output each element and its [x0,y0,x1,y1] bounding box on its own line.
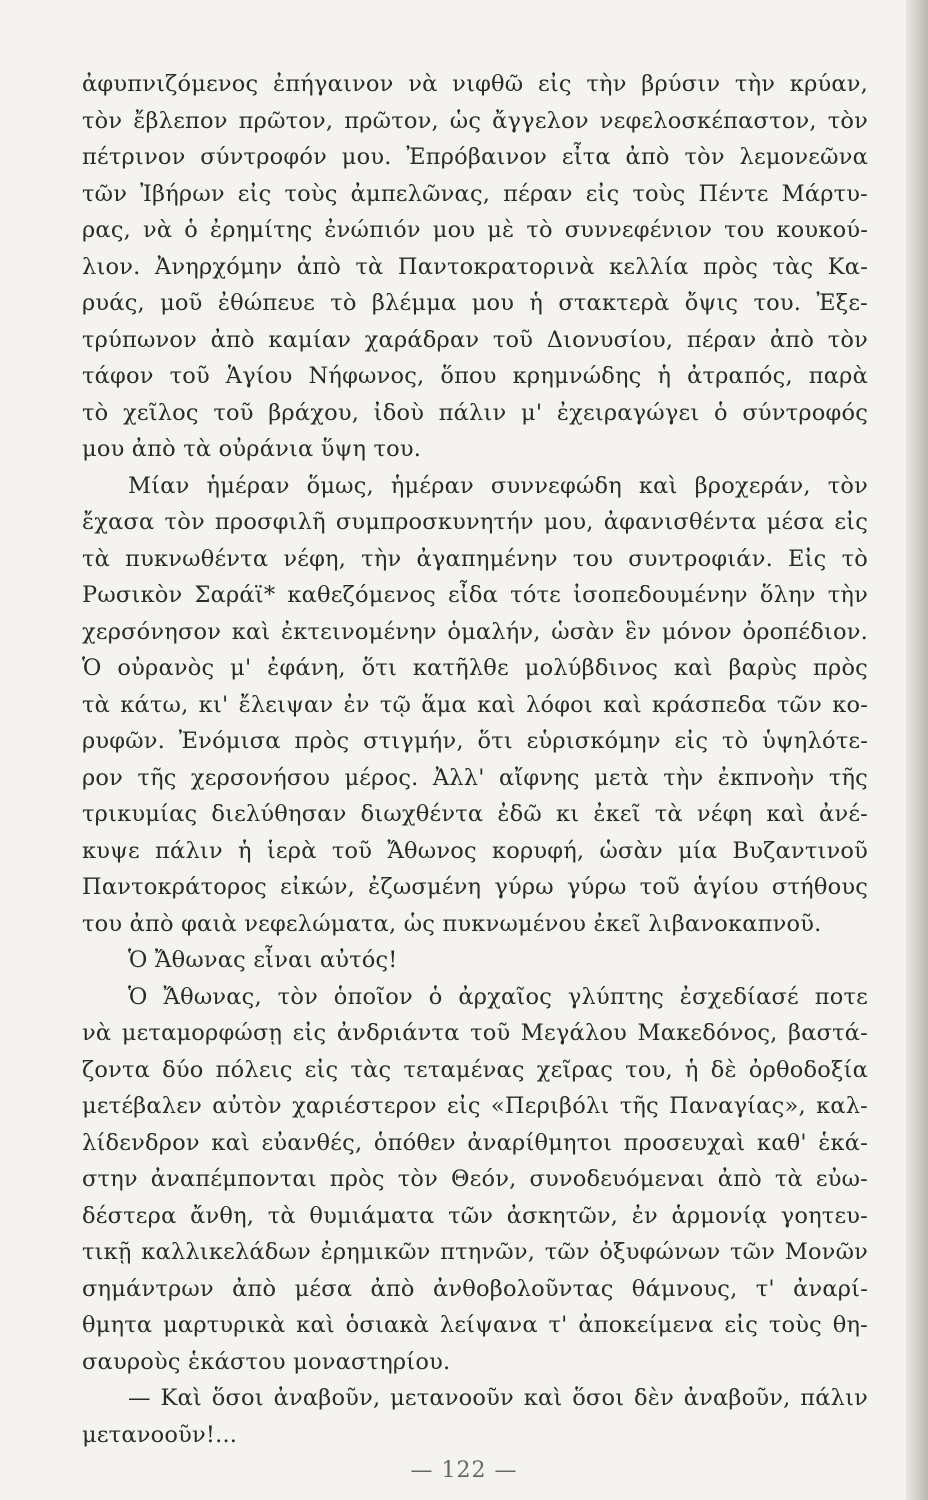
paragraph [82,942,868,979]
text-line: ρας, νὰ ὁ ἐρημίτης ἐνώπιόν μου μὲ τὸ συννεφένιον του κουκού- [82,217,868,243]
text-line: πέτρινον σύντροφόν μου. Ἐπρόβαινον εἶτα ἀπὸ τὸν λεμονεῶνα [82,144,868,170]
paragraph [82,979,868,1381]
text-line: στην ἀναπέμπονται πρὸς τὸν Θεόν, συνοδευόμεναι ἀπὸ τὰ εὐω- [82,1166,868,1192]
text-line: λιον. Ἀνηρχόμην ἀπὸ τὰ Παντοκρατορινὰ κελλία πρὸς τὰς Κα- [82,253,868,280]
text-line: Ὁ Ἄθωνας εἶναι αὐτός! [128,947,398,973]
text-line: — Καὶ ὅσοι ἀναβοῦν, μετανοοῦν καὶ ὅσοι δὲν ἀναβοῦν, πάλιν [128,1385,868,1411]
text-line: χερσόνησον καὶ ἐκτεινομένην ὁμαλήν, ὡσὰν ἓν μόνον ὀροπέδιον. [82,618,868,645]
text-line: του ἀπὸ φαιὰ νεφελώματα, ὡς πυκνωμένου ἐκεῖ λιβανοκαπνοῦ. [82,910,822,937]
text-line: σαυροὺς ἑκάστου μοναστηρίου. [82,1348,451,1375]
text-line: τάφον τοῦ Ἁγίου Νήφωνος, ὅπου κρημνώδης ἡ ἀτραπός, παρὰ [82,363,868,389]
text-line: ρυφῶν. Ἐνόμισα πρὸς στιγμήν, ὅτι εὑρισκόμην εἰς τὸ ὑψηλότε- [82,728,868,754]
text-line: τὰ πυκνωθέντα νέφη, τὴν ἀγαπημένην του συντροφιάν. Εἰς τὸ [82,545,868,572]
text-line: μετανοοῦν!... [82,1421,238,1448]
text-line: θμητα μαρτυρικὰ καὶ ὁσιακὰ λείψανα τ' ἀποκείμενα εἰς τοὺς θη- [82,1312,868,1338]
text-line: Μίαν ἡμέραν ὅμως, ἡμέραν συννεφώδη καὶ βροχεράν, τὸν [128,472,868,499]
text-line: σημάντρων ἀπὸ μέσα ἀπὸ ἀνθοβολοῦντας θάμνους, τ' ἀναρί- [82,1275,868,1302]
paragraph [82,66,868,468]
paragraph [82,1380,868,1453]
text-line: Ρωσικὸν Σαράϊ* καθεζόμενος εἶδα τότε ἰσοπεδουμένην ὅλην τὴν [82,582,868,608]
text-line: μετέβαλεν αὐτὸν χαριέστερον εἰς «Περιβόλι τῆς Παναγίας», καλ- [82,1093,868,1119]
text-line: λίδενδρον καὶ εὐανθές, ὁπόθεν ἀναρίθμητοι προσευχαὶ καθ' ἑκά- [82,1129,868,1156]
page-edge [906,0,928,1500]
text-line: τρικυμίας διελύθησαν διωχθέντα ἐδῶ κι ἐκεῖ τὰ νέφη καὶ ἀνέ- [82,801,868,827]
text-line: ἀφυπνιζόμενος ἐπήγαινον νὰ νιφθῶ εἰς τὴν βρύσιν τὴν κρύαν, [82,71,868,97]
text-line: ρον τῆς χερσονήσου μέρος. Ἀλλ' αἴφνης μετὰ τὴν ἐκπνοὴν τῆς [82,764,868,791]
text-line: δέστερα ἄνθη, τὰ θυμιάματα τῶν ἀσκητῶν, ἐν ἁρμονίᾳ γοητευ- [82,1202,868,1229]
text-line: ρυάς, μοῦ ἐθώπευε τὸ βλέμμα μου ἡ στακτερὰ ὄψις του. Ἐξε- [82,290,868,316]
paragraph [82,468,868,943]
page-number: — 122 — [410,1458,518,1483]
text-line: νὰ μεταμορφώσῃ εἰς ἀνδριάντα τοῦ Μεγάλου Μακεδόνος, βαστά- [82,1020,868,1046]
text-line: τὰ κάτω, κι' ἔλειψαν ἐν τῷ ἅμα καὶ λόφοι καὶ κράσπεδα τῶν κο- [82,691,868,718]
text-line: ζοντα δύο πόλεις εἰς τὰς τεταμένας χεῖρας του, ἡ δὲ ὀρθοδοξία [82,1056,868,1083]
text-line: τικῇ καλλικελάδων ἐρημικῶν πτηνῶν, τῶν ὀξυφώνων τῶν Μονῶν [82,1239,868,1265]
text-line: ἔχασα τὸν προσφιλῆ συμπροσκυνητήν μου, ἀφανισθέντα μέσα εἰς [82,509,868,535]
text-line: τῶν Ἰβήρων εἰς τοὺς ἀμπελῶνας, πέραν εἰς τοὺς Πέντε Μάρτυ- [82,180,868,207]
text-line: τὸν ἔβλεπον πρῶτον, πρῶτον, ὡς ἄγγελον νεφελοσκέπαστον, τὸν [82,107,868,134]
text-line: τὸ χεῖλος τοῦ βράχου, ἰδοὺ πάλιν μ' ἐχειραγώγει ὁ σύντροφός [82,399,868,426]
text-line: Ὁ Ἄθωνας, τὸν ὁποῖον ὁ ἀρχαῖος γλύπτης ἐσχεδίασέ ποτε [128,983,868,1010]
text-line: τρύπωνον ἀπὸ καμίαν χαράδραν τοῦ Διονυσίου, πέραν ἀπὸ τὸν [82,326,868,353]
text-block [82,66,868,1453]
text-line: μου ἀπὸ τὰ οὐράνια ὕψη του. [82,436,422,462]
text-line: Παντοκράτορος εἰκών, ἐζωσμένη γύρω γύρω τοῦ ἁγίου στήθους [82,874,868,900]
text-line: Ὁ οὐρανὸς μ' ἐφάνη, ὅτι κατῆλθε μολύβδινος καὶ βαρὺς πρὸς [82,655,868,681]
text-line: κυψε πάλιν ἡ ἱερὰ τοῦ Ἄθωνος κορυφή, ὡσὰν μία Βυζαντινοῦ [82,837,868,864]
